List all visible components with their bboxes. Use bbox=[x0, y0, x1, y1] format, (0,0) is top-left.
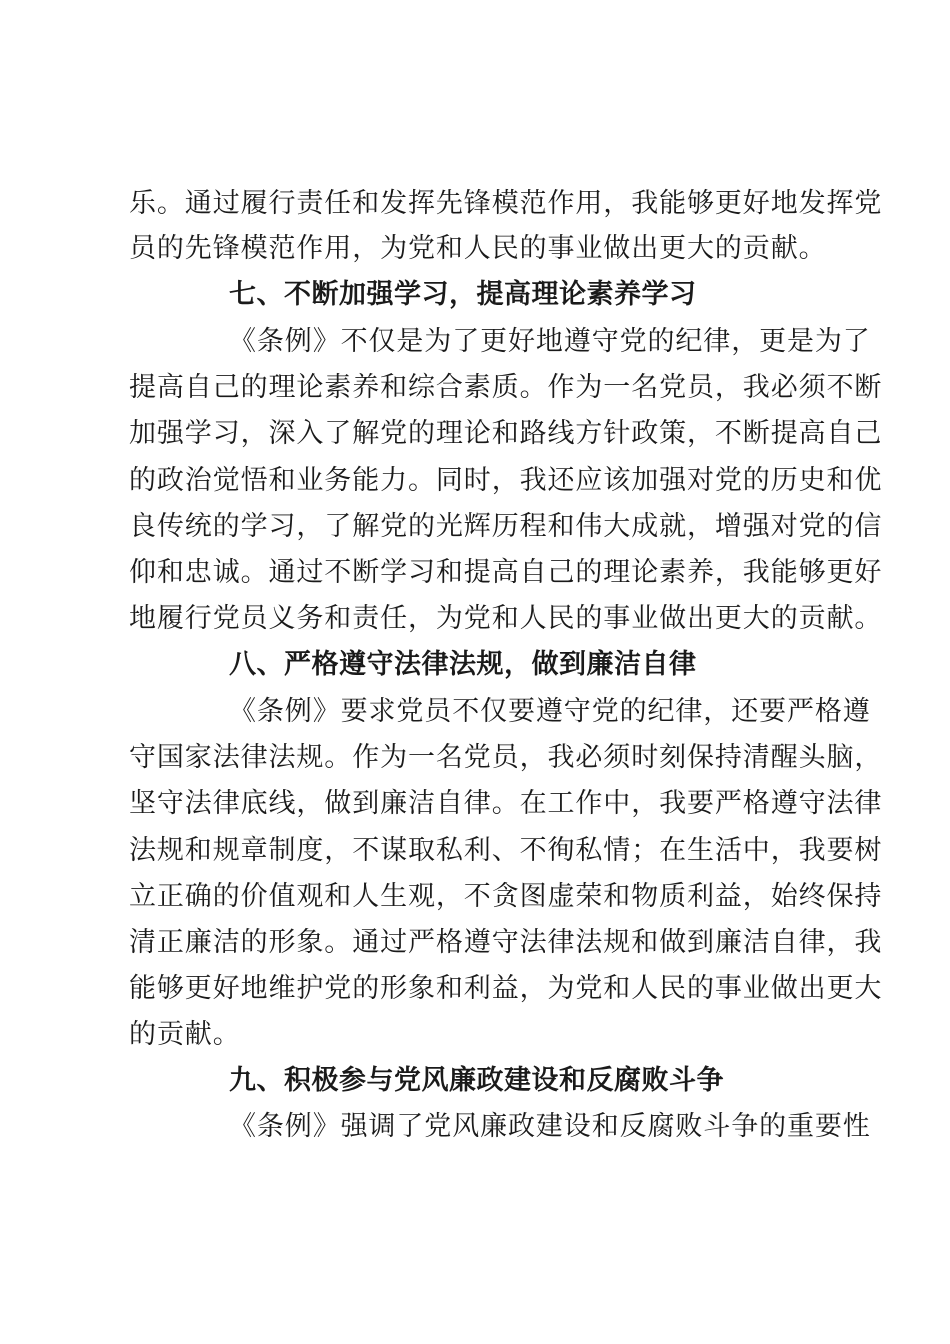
paragraph-line: 《条例》强调了党风廉政建设和反腐败斗争的重要性 bbox=[229, 1111, 871, 1142]
paragraph-line: 法规和规章制度，不谋取私利、不徇私情；在生活中，我要树 bbox=[129, 835, 883, 866]
paragraph-line: 员的先锋模范作用，为党和人民的事业做出更大的贡献。 bbox=[129, 233, 827, 264]
paragraph-line: 守国家法律法规。作为一名党员，我必须时刻保持清醒头脑， bbox=[129, 742, 883, 773]
section-heading-8: 八、严格遵守法律法规，做到廉洁自律 bbox=[229, 649, 697, 680]
paragraph-line: 乐。通过履行责任和发挥先锋模范作用，我能够更好地发挥党 bbox=[129, 188, 883, 219]
paragraph-line: 坚守法律底线，做到廉洁自律。在工作中，我要严格遵守法律 bbox=[129, 788, 883, 819]
paragraph-line: 《条例》不仅是为了更好地遵守党的纪律，更是为了 bbox=[229, 326, 871, 357]
paragraph-line: 能够更好地维护党的形象和利益，为党和人民的事业做出更大 bbox=[129, 973, 883, 1004]
paragraph-line: 的贡献。 bbox=[129, 1019, 241, 1050]
paragraph-line: 仰和忠诚。通过不断学习和提高自己的理论素养，我能够更好 bbox=[129, 557, 883, 588]
section-heading-9: 九、积极参与党风廉政建设和反腐败斗争 bbox=[229, 1065, 724, 1096]
paragraph-line: 清正廉洁的形象。通过严格遵守法律法规和做到廉洁自律，我 bbox=[129, 927, 883, 958]
paragraph-line: 的政治觉悟和业务能力。同时，我还应该加强对党的历史和优 bbox=[129, 465, 883, 496]
paragraph-line: 良传统的学习，了解党的光辉历程和伟大成就，增强对党的信 bbox=[129, 511, 883, 542]
paragraph-line: 提高自己的理论素养和综合素质。作为一名党员，我必须不断 bbox=[129, 372, 883, 403]
paragraph-line: 立正确的价值观和人生观，不贪图虚荣和物质利益，始终保持 bbox=[129, 881, 883, 912]
paragraph-line: 地履行党员义务和责任，为党和人民的事业做出更大的贡献。 bbox=[129, 603, 883, 634]
paragraph-line: 加强学习，深入了解党的理论和路线方针政策，不断提高自己 bbox=[129, 418, 883, 449]
section-heading-7: 七、不断加强学习，提高理论素养学习 bbox=[229, 279, 697, 310]
paragraph-line: 《条例》要求党员不仅要遵守党的纪律，还要严格遵 bbox=[229, 696, 871, 727]
